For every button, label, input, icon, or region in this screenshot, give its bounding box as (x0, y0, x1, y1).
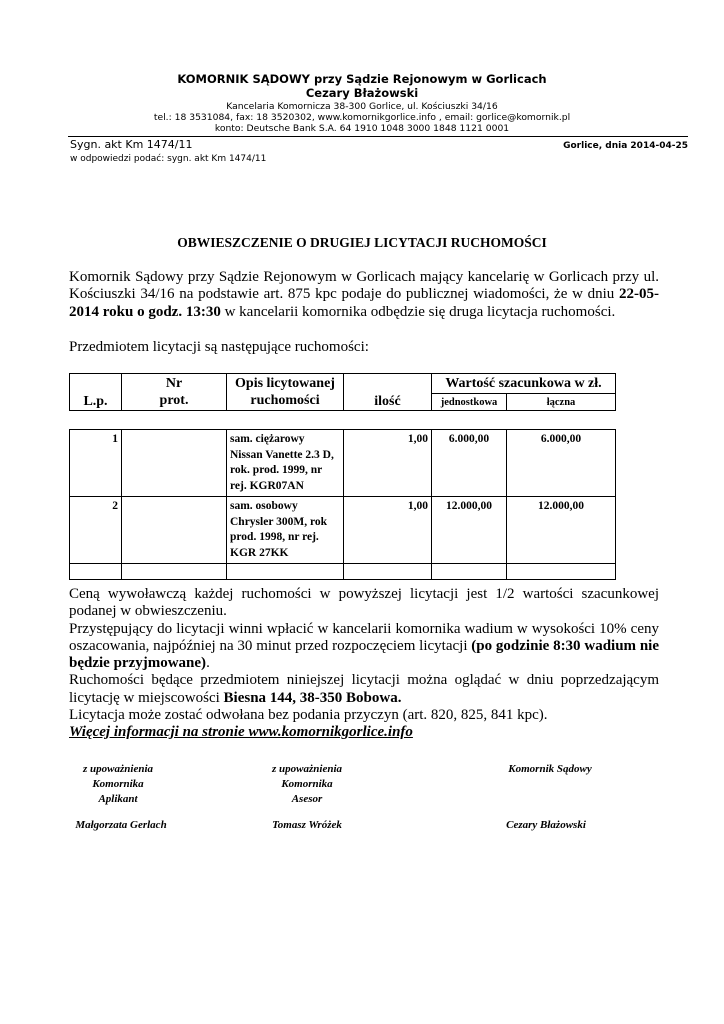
row-quantity: 1,00 (344, 430, 432, 497)
empty-cell (432, 564, 507, 580)
signature-block-assessor (257, 762, 357, 807)
signature-line: Aplikant (98, 793, 138, 805)
col-quantity: ilość (344, 374, 432, 411)
empty-cell (122, 564, 227, 580)
empty-cell (227, 564, 344, 580)
document-date: Gorlice, dnia 2014-04-25 (563, 141, 688, 151)
intro-text-end: w kancelarii komornika odbędzie się druga licytacja ruchomości. (220, 303, 616, 320)
col-estimated-value: Wartość szacunkowa w zł. (432, 374, 616, 394)
starting-price-note: Ceną wywoławczą każdej ruchomości w powyższej licytacji jest 1/2 wartości szacunkowej podanej w obwieszczeniu. (69, 586, 659, 620)
row-description-line: Nissan Vanette 2.3 D, (230, 448, 334, 461)
row-lp: 2 (70, 497, 122, 564)
case-reference: Sygn. akt Km 1474/11 (70, 138, 193, 151)
signature-line: z upoważnienia (272, 763, 342, 775)
col-total-value: łączna (507, 394, 616, 411)
reply-reference: w odpowiedzi podać: sygn. akt Km 1474/11 (70, 154, 267, 164)
col-description-line2: ruchomości (250, 393, 320, 408)
row-description-line: sam. ciężarowy (230, 433, 305, 445)
row-description-line: Chrysler 300M, rok (230, 515, 327, 528)
signature-line: Komornik Sądowy (508, 763, 592, 775)
deposit-text: Przystępujący do licytacji winni wpłacić w kancelarii komornika wadium w wysokości 10% ceny oszacowania, najpóźniej na 30 minut przed rozpoczęciem licytacji (69, 620, 659, 654)
auction-datetime: 22-05-2014 roku o godz. 13:30 (69, 286, 659, 320)
row-unit-value: 12.000,00 (432, 497, 507, 564)
deposit-note (69, 621, 659, 673)
items-table (69, 429, 616, 580)
row-description (227, 497, 344, 564)
office-address: Kancelaria Komornicza 38-300 Gorlice, ul. Kościuszki 34/16 (226, 101, 498, 112)
signatory-name-assessor: Tomasz Wróżek (272, 819, 342, 831)
table-row (70, 430, 616, 497)
signature-line: Komornika (281, 778, 333, 790)
empty-cell (507, 564, 616, 580)
col-description-line1: Opis licytowanej (235, 376, 335, 391)
signature-block-bailiff (498, 762, 602, 777)
col-nr-prot (122, 374, 227, 411)
empty-cell (70, 564, 122, 580)
col-unit-value: jednostkowa (432, 394, 507, 411)
signature-line: Komornika (92, 778, 144, 790)
more-info-link[interactable]: Więcej informacji na stronie www.komornikgorlice.info (69, 724, 413, 741)
document-title: OBWIESZCZENIE O DRUGIEJ LICYTACJI RUCHOMOŚCI (177, 235, 547, 250)
row-protocol-number (122, 430, 227, 497)
intro-paragraph (69, 269, 659, 321)
row-total-value: 12.000,00 (507, 497, 616, 564)
bailiff-name: Cezary Błażowski (305, 86, 419, 100)
col-prot: prot. (159, 393, 189, 408)
row-quantity: 1,00 (344, 497, 432, 564)
inspection-location: Biesna 144, 38-350 Bobowa. (223, 689, 402, 706)
empty-cell (344, 564, 432, 580)
col-nr: Nr (165, 376, 183, 391)
intro-text: Komornik Sądowy przy Sądzie Rejonowym w Gorlicach mający kancelarię w Gorlicach przy ul. Kościuszki 34/16 na podstawie art. 875 kpc podaje do publicznej wiadomości, że w dniu (69, 269, 659, 303)
row-description-line: KGR 27KK (230, 546, 289, 559)
signature-line: z upoważnienia (83, 763, 153, 775)
inspection-text: Ruchomości będące przedmiotem niniejszej licytacji można oglądać w dniu poprzedzającym licytację w miejscowości (69, 672, 659, 706)
table-row-empty (70, 564, 616, 580)
row-protocol-number (122, 497, 227, 564)
deposit-text-end: . (206, 655, 210, 672)
signature-block-apprentice (68, 762, 168, 807)
col-description (227, 374, 344, 411)
row-description-line: prod. 1998, nr rej. (230, 531, 319, 543)
deposit-deadline: (po godzinie 8:30 wadium nie będzie przyjmowane) (69, 637, 659, 672)
bailiff-office-heading: KOMORNIK SĄDOWY przy Sądzie Rejonowym w Gorlicach (177, 72, 547, 86)
items-table-header (69, 373, 616, 411)
signature-line: Asesor (291, 793, 323, 805)
row-unit-value: 6.000,00 (432, 430, 507, 497)
cancellation-note: Licytacja może zostać odwołana bez podania przyczyn (art. 820, 825, 841 kpc). (69, 707, 548, 724)
contact-line: tel.: 18 3531084, fax: 18 3520302, www.komornikgorlice.info , email: gorlice@komornik.pl (153, 112, 571, 123)
row-description (227, 430, 344, 497)
subject-line: Przedmiotem licytacji są następujące ruchomości: (69, 339, 369, 355)
col-lp: L.p. (70, 374, 122, 411)
row-lp: 1 (70, 430, 122, 497)
terms-section (69, 586, 659, 742)
row-description-line: rej. KGR07AN (230, 479, 304, 492)
signatory-name-apprentice: Małgorzata Gerlach (75, 819, 167, 831)
table-row (70, 497, 616, 564)
header-divider (68, 136, 688, 137)
signatory-name-bailiff: Cezary Błażowski (506, 819, 586, 831)
inspection-note (69, 672, 659, 707)
row-description-line: rok. prod. 1999, nr (230, 464, 323, 476)
row-total-value: 6.000,00 (507, 430, 616, 497)
row-description-line: sam. osobowy (230, 500, 298, 512)
bank-account: konto: Deutsche Bank S.A. 64 1910 1048 3000 1848 1121 0001 (214, 123, 510, 134)
